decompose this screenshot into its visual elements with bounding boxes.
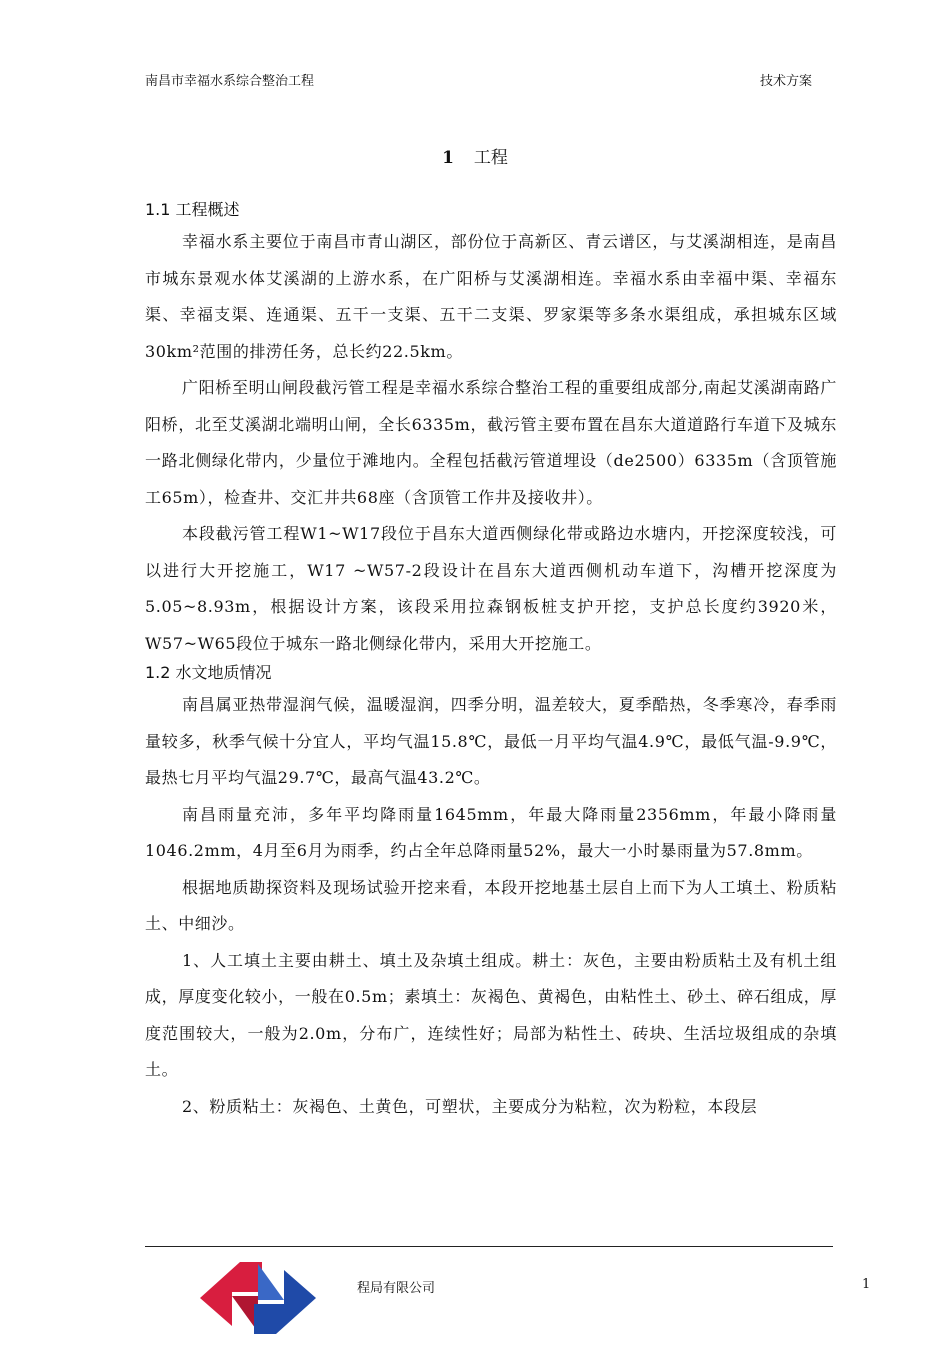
header-project-name: 南昌市幸福水系综合整治工程 [145, 74, 315, 89]
footer-divider [145, 1246, 833, 1247]
paragraph: 1、人工填土主要由耕土、填土及杂填土组成。耕土：灰色，主要由粉质粘土及有机土组成，厚度变化较小，一般在0.5m；素填土：灰褐色、黄褐色，由粘性土、砂土、碎石组成，厚度范围较大，一般为2.0m，分布广，连续性好；局部为粘性土、砖块、生活垃圾组成的杂填土。 [145, 950, 837, 1079]
header-doc-type: 技术方案 [759, 74, 812, 89]
section-heading-hydrogeology: 1.2 水文地质情况 [145, 663, 272, 682]
paragraph: 根据地质勘探资料及现场试验开挖来看，本段开挖地基土层自上而下为人工填土、粉质粘土、中细沙。 [145, 877, 837, 933]
footer-company: 程局有限公司 [357, 1281, 436, 1296]
paragraph: 南昌雨量充沛，多年平均降雨量1645mm，年最大降雨量2356mm，年最小降雨量1046.2mm，4月至6月为雨季，约占全年总降雨量52%，最大一小时暴雨量为57.8mm。 [145, 804, 837, 860]
document-body [145, 196, 837, 1125]
chapter-title-text: 工程 [473, 148, 508, 168]
paragraph: 2、粉质粘土：灰褐色、土黄色，可塑状，主要成分为粘粒，次为粉粒，本段层 [182, 1096, 758, 1116]
paragraph: 本段截污管工程W1~W17段位于昌东大道西侧绿化带或路边水塘内，开挖深度较浅，可以进行大开挖施工，W17 ~W57-2段设计在昌东大道西侧机动车道下，沟槽开挖深度为5.05~8.93m，根据设计方案，该段采用拉森钢板桩支护开挖，支护总长度约3920米，W57~W65段位于城东一路北侧绿化带内，采用大开挖施工。 [145, 524, 837, 653]
chapter-title [0, 143, 950, 168]
section-heading-overview: 1.1 工程概述 [145, 200, 240, 219]
paragraph: 南昌属亚热带湿润气候，温暖湿润，四季分明，温差较大，夏季酷热，冬季寒冷，春季雨量较多，秋季气候十分宜人，平均气温15.8℃，最低一月平均气温4.9℃，最低气温-9.9℃，最热七月平均气温29.7℃，最高气温43.2℃。 [145, 695, 837, 787]
company-logo [196, 1252, 320, 1345]
paragraph: 幸福水系主要位于南昌市青山湖区，部份位于高新区、青云谱区，与艾溪湖相连，是南昌市城东景观水体艾溪湖的上游水系，在广阳桥与艾溪湖相连。幸福水系由幸福中渠、幸福东渠、幸福支渠、连通渠、五干一支渠、五干二支渠、罗家渠等多条水渠组成，承担城东区域30km²范围的排涝任务，总长约22.5km。 [145, 232, 837, 361]
chapter-number: 1 [442, 148, 454, 168]
paragraph: 广阳桥至明山闸段截污管工程是幸福水系综合整治工程的重要组成部分,南起艾溪湖南路广阳桥，北至艾溪湖北端明山闸，全长6335m，截污管主要布置在昌东大道道路行车道下及城东一路北侧绿化带内，少量位于滩地内。全程包括截污管道埋设（de2500）6335m（含顶管施工65m），检查井、交汇井共68座（含顶管工作井及接收井）。 [145, 378, 837, 507]
page-number: 1 [862, 1277, 871, 1292]
page-header [145, 70, 812, 92]
